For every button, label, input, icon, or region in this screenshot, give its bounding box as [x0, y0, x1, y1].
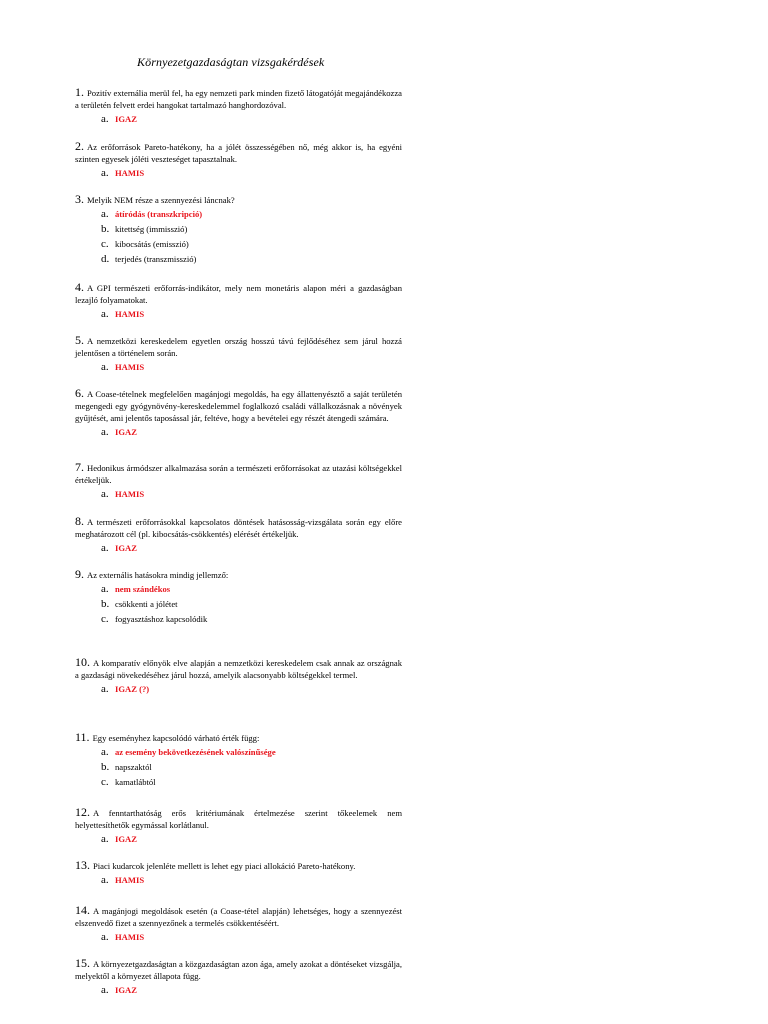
option-text: az esemény bekövetkezésének valószínűsége: [115, 747, 276, 757]
option-text: HAMIS: [115, 362, 145, 372]
question-body: A környezetgazdaságtan a közgazdaságtan azon ága, amely azokat a döntéseket vizsgálja, melyektől a környezet állapota függ.: [75, 959, 402, 981]
option-text: HAMIS: [115, 489, 145, 499]
answer-options: [101, 983, 402, 998]
option-text: átíródás (transzkripció): [115, 209, 203, 219]
option-text: IGAZ: [115, 114, 137, 124]
question-6: [75, 387, 402, 440]
question-body: A fenntarthatóság erős kritériumának értelmezése szerint tőkeelemek nem helyettesíthetők egymással korlátlanul.: [75, 808, 402, 830]
question-text: [75, 904, 402, 929]
correct-answer: [101, 360, 402, 375]
question-text: [75, 334, 402, 359]
question-body: Pozitív externália merül fel, ha egy nemzeti park minden fizető látogatóját megajándékozza a területén felvett erdei hangokat tartalmazó hanghordozóval.: [75, 88, 402, 110]
question-number: 7.: [75, 460, 84, 474]
question-body: Az externális hatásokra mindig jellemző:: [87, 570, 229, 580]
question-4: [75, 281, 402, 322]
question-text: [75, 859, 402, 872]
option-text: terjedés (transzmisszió): [115, 254, 197, 264]
answer-options: [101, 832, 402, 847]
option-text: IGAZ (?): [115, 684, 150, 694]
correct-answer: [101, 207, 402, 222]
question-number: 9.: [75, 567, 84, 581]
option-letter: a.: [101, 426, 109, 438]
question-text: [75, 806, 402, 831]
option-text: kitettség (immisszió): [115, 224, 188, 234]
question-body: Piaci kudarcok jelenléte mellett is lehet egy piaci allokáció Pareto-hatékony.: [93, 861, 356, 871]
question-number: 3.: [75, 192, 84, 206]
answer-option: [101, 252, 402, 267]
option-letter: a.: [101, 488, 109, 500]
question-8: [75, 515, 402, 556]
answer-options: [101, 425, 402, 440]
option-text: HAMIS: [115, 309, 145, 319]
option-letter: b.: [101, 598, 110, 610]
question-number: 1.: [75, 85, 84, 99]
answer-options: [101, 682, 402, 697]
question-text: [75, 387, 402, 424]
question-text: [75, 193, 402, 206]
answer-options: [101, 541, 402, 556]
question-number: 8.: [75, 514, 84, 528]
option-text: IGAZ: [115, 834, 137, 844]
option-letter: c.: [101, 613, 109, 625]
question-text: [75, 461, 402, 486]
option-letter: a.: [101, 583, 109, 595]
correct-answer: [101, 307, 402, 322]
correct-answer: [101, 682, 402, 697]
question-body: Hedonikus ármódszer alkalmazása során a természeti erőforrásokat az utazási költségekkel értékeljük.: [75, 463, 402, 485]
question-13: [75, 859, 402, 888]
option-letter: a.: [101, 984, 109, 996]
option-text: kibocsátás (emisszió): [115, 239, 189, 249]
question-14: [75, 904, 402, 945]
option-text: napszaktól: [115, 762, 152, 772]
question-text: [75, 281, 402, 306]
question-number: 5.: [75, 333, 84, 347]
option-letter: a.: [101, 683, 109, 695]
question-body: Az erőforrások Pareto-hatékony, ha a jólét összességében nő, még akkor is, ha egyéni szinten egyesek jóléti veszteséget tapasztalnak.: [75, 142, 402, 164]
question-body: Melyik NEM része a szennyezési láncnak?: [87, 195, 235, 205]
option-text: fogyasztáshoz kapcsolódik: [115, 614, 208, 624]
question-3: [75, 193, 402, 267]
option-text: nem szándékos: [115, 584, 171, 594]
answer-option: [101, 612, 402, 627]
question-text: [75, 957, 402, 982]
question-number: 4.: [75, 280, 84, 294]
question-number: 2.: [75, 139, 84, 153]
question-text: [75, 568, 402, 581]
question-text: [75, 731, 402, 744]
question-body: A GPI természeti erőforrás-indikátor, mely nem monetáris alapon méri a gazdaságban lezajló folyamatokat.: [75, 283, 402, 305]
question-number: 12.: [75, 805, 90, 819]
question-15: [75, 957, 402, 998]
question-text: [75, 140, 402, 165]
correct-answer: [101, 112, 402, 127]
answer-options: [101, 112, 402, 127]
question-number: 6.: [75, 386, 84, 400]
answer-option: [101, 775, 402, 790]
answer-options: [101, 873, 402, 888]
question-1: [75, 86, 402, 127]
answer-option: [101, 760, 402, 775]
option-letter: a.: [101, 167, 109, 179]
correct-answer: [101, 832, 402, 847]
option-text: IGAZ: [115, 427, 137, 437]
option-text: HAMIS: [115, 168, 145, 178]
option-letter: c.: [101, 776, 109, 788]
question-number: 15.: [75, 956, 90, 970]
option-letter: a.: [101, 308, 109, 320]
document-title: Környezetgazdaságtan vizsgakérdések: [137, 55, 325, 69]
answer-options: [101, 582, 402, 627]
answer-options: [101, 487, 402, 502]
question-body: A komparatív előnyök elve alapján a nemzetközi kereskedelem csak annak az országnak a gazdasági növekedéséhez járul hozzá, amelyik alacsonyabb költségekkel termel.: [75, 658, 402, 680]
question-text: [75, 86, 402, 111]
option-text: csökkenti a jólétet: [115, 599, 178, 609]
option-text: HAMIS: [115, 932, 145, 942]
question-body: Egy eseményhez kapcsolódó várható érték függ:: [92, 733, 260, 743]
option-letter: a.: [101, 874, 109, 886]
answer-options: [101, 207, 402, 267]
question-10: [75, 656, 402, 697]
answer-option: [101, 237, 402, 252]
question-body: A magánjogi megoldások esetén (a Coase-tétel alapján) lehetséges, hogy a szennyezést elszenvedő fizet a szennyezőnek a termelés csökkentéséért.: [75, 906, 402, 928]
correct-answer: [101, 166, 402, 181]
question-body: A nemzetközi kereskedelem egyetlen ország hosszú távú fejlődéséhez sem járul hozzá jelentősen a történelem során.: [75, 336, 402, 358]
option-text: IGAZ: [115, 985, 137, 995]
correct-answer: [101, 930, 402, 945]
question-body: A természeti erőforrásokkal kapcsolatos döntések hatásosság-vizsgálata során egy előre meghatározott cél (pl. kibocsátás-csökkentés) elérését értékeljük.: [75, 517, 402, 539]
correct-answer: [101, 425, 402, 440]
answer-options: [101, 307, 402, 322]
question-number: 14.: [75, 903, 90, 917]
correct-answer: [101, 873, 402, 888]
question-12: [75, 806, 402, 847]
option-text: kamatlábtól: [115, 777, 156, 787]
answer-options: [101, 745, 402, 790]
question-body: A Coase-tételnek megfelelően magánjogi megoldás, ha egy állattenyésztő a saját területén megengedi egy gyógynövény-kereskedelemmel foglalkozó családi vállalkozásnak a növények gyűjtését, ami jelentős taposással jár, feltéve, hogy a bevételei egy részét átengedi számára.: [75, 389, 402, 423]
option-letter: a.: [101, 361, 109, 373]
correct-answer: [101, 541, 402, 556]
question-text: [75, 515, 402, 540]
answer-option: [101, 597, 402, 612]
question-11: [75, 731, 402, 790]
option-letter: a.: [101, 208, 109, 220]
question-text: [75, 656, 402, 681]
option-text: HAMIS: [115, 875, 145, 885]
question-5: [75, 334, 402, 375]
option-letter: d.: [101, 253, 110, 265]
correct-answer: [101, 983, 402, 998]
option-letter: a.: [101, 833, 109, 845]
option-letter: a.: [101, 746, 109, 758]
correct-answer: [101, 745, 402, 760]
question-number: 13.: [75, 858, 90, 872]
option-letter: a.: [101, 542, 109, 554]
question-number: 10.: [75, 655, 90, 669]
option-letter: b.: [101, 223, 110, 235]
answer-options: [101, 930, 402, 945]
option-text: IGAZ: [115, 543, 137, 553]
option-letter: a.: [101, 113, 109, 125]
question-9: [75, 568, 402, 627]
correct-answer: [101, 582, 402, 597]
answer-options: [101, 166, 402, 181]
question-2: [75, 140, 402, 181]
question-number: 11.: [75, 730, 90, 744]
option-letter: b.: [101, 761, 110, 773]
answer-option: [101, 222, 402, 237]
answer-options: [101, 360, 402, 375]
option-letter: c.: [101, 238, 109, 250]
correct-answer: [101, 487, 402, 502]
option-letter: a.: [101, 931, 109, 943]
question-7: [75, 461, 402, 502]
